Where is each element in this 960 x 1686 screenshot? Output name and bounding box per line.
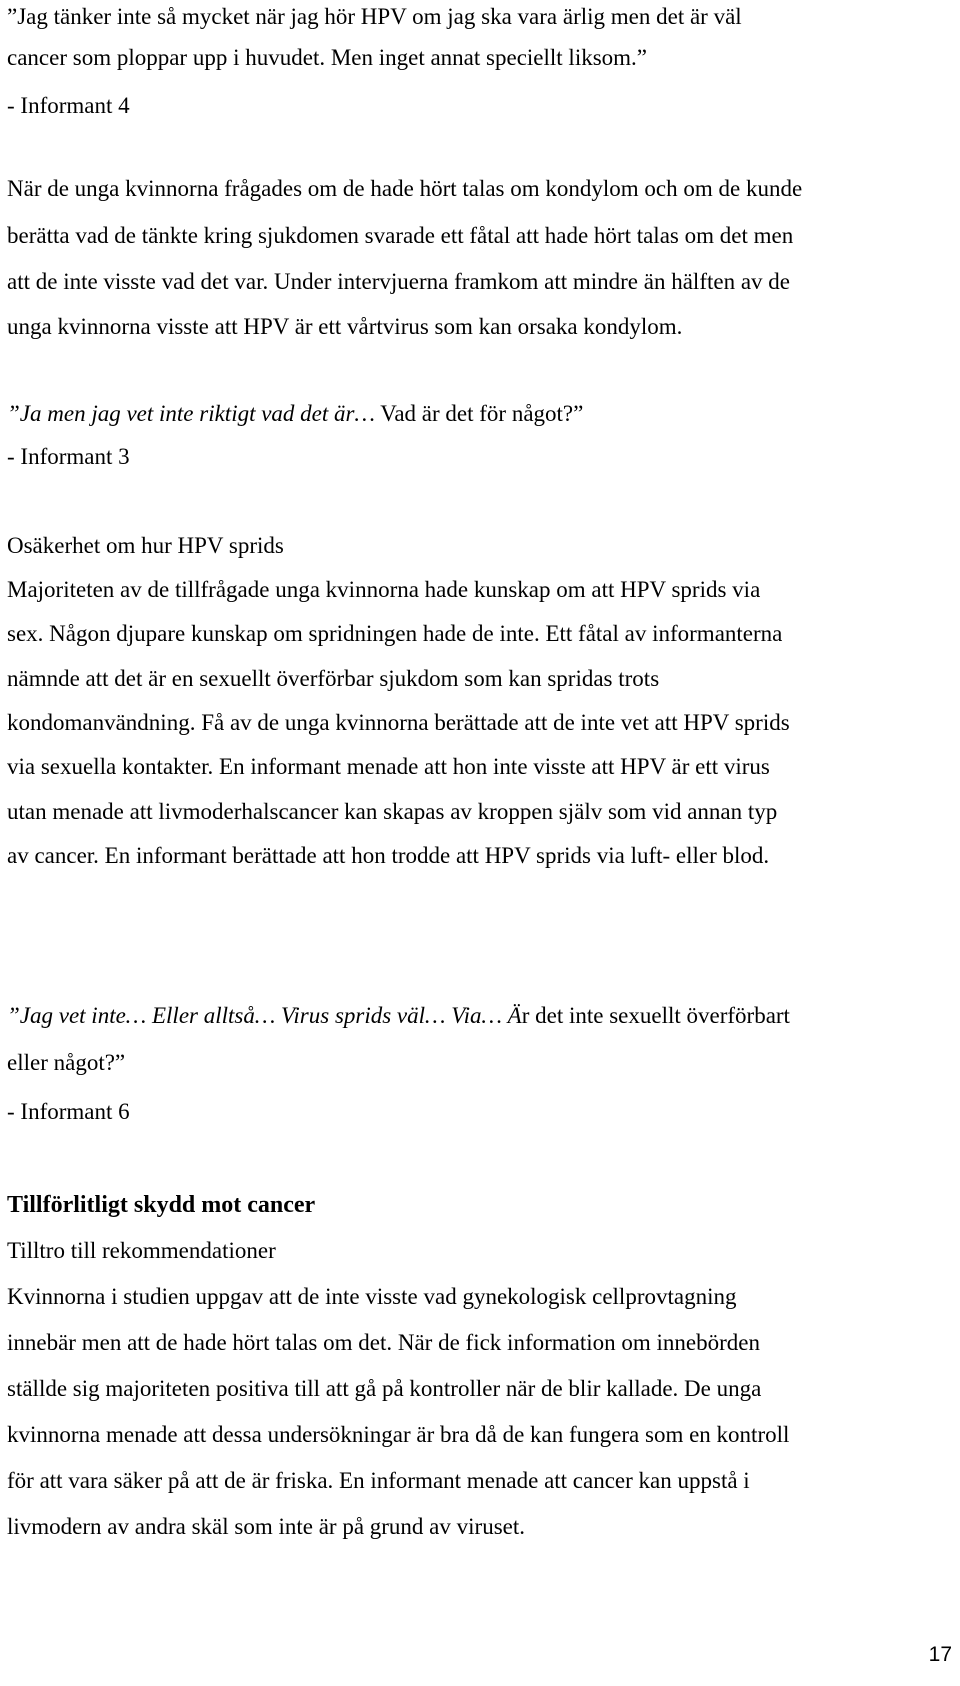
paragraph-1-line-4: unga kvinnorna visste att HPV är ett vårtvirus som kan orsaka kondylom.	[7, 314, 683, 339]
paragraph-3-line-1: Kvinnorna i studien uppgav att de inte visste vad gynekologisk cellprovtagning	[7, 1284, 737, 1309]
quote-2-attribution: - Informant 3	[7, 444, 130, 469]
quote-3-attribution: - Informant 6	[7, 1099, 130, 1124]
paragraph-3-line-3: ställde sig majoriteten positiva till att gå på kontroller när de blir kallade. De unga	[7, 1376, 762, 1401]
quote-3-italic: ”Jag vet inte… Eller alltså… Virus sprids väl… Via… Ä	[7, 1003, 522, 1028]
paragraph-2-line-7: av cancer. En informant berättade att hon trodde att HPV sprids via luft- eller blod.	[7, 843, 770, 868]
paragraph-2-line-5: via sexuella kontakter. En informant menade att hon inte visste att HPV är ett virus	[7, 754, 770, 779]
paragraph-3-line-2: innebär men att de hade hört talas om det. När de fick information om innebörden	[7, 1330, 761, 1355]
paragraph-1-line-1: När de unga kvinnorna frågades om de hade hört talas om kondylom och om de kunde	[7, 176, 803, 201]
paragraph-2-line-4: kondomanvändning. Få av de unga kvinnorna berättade att de inte vet att HPV sprids	[7, 710, 790, 735]
paragraph-2-line-1: Majoriteten av de tillfrågade unga kvinnorna hade kunskap om att HPV sprids via	[7, 577, 761, 602]
paragraph-3-line-6: livmodern av andra skäl som inte är på grund av viruset.	[7, 1514, 525, 1539]
quote-3-line-1	[7, 1002, 790, 1030]
paragraph-1-line-2: berätta vad de tänkte kring sjukdomen svarade ett fåtal att hade hört talas om det men	[7, 223, 794, 248]
section-heading: Tillförlitligt skydd mot cancer	[7, 1192, 316, 1218]
paragraph-3-line-5: för att vara säker på att de är friska. En informant menade att cancer kan uppstå i	[7, 1468, 750, 1493]
paragraph-3-line-4: kvinnorna menade att dessa undersökningar är bra då de kan fungera som en kontroll	[7, 1422, 790, 1447]
page-number: 17	[928, 1643, 952, 1666]
quote-1-line-2: cancer som ploppar upp i huvudet. Men inget annat speciellt liksom.”	[7, 45, 648, 70]
quote-1-attribution: - Informant 4	[7, 93, 130, 118]
quote-2-normal: Vad är det för något?”	[374, 401, 584, 426]
subheading-hpv-spread: Osäkerhet om hur HPV sprids	[7, 533, 284, 558]
paragraph-2-line-2: sex. Någon djupare kunskap om spridningen hade de inte. Ett fåtal av informanterna	[7, 621, 783, 646]
paragraph-1-line-3: att de inte visste vad det var. Under intervjuerna framkom att mindre än hälften av de	[7, 269, 790, 294]
subheading-recommendations: Tilltro till rekommendationer	[7, 1238, 276, 1263]
quote-3-line-2: eller något?”	[7, 1050, 126, 1075]
quote-1-line-1: ”Jag tänker inte så mycket när jag hör HPV om jag ska vara ärlig men det är väl	[7, 4, 742, 29]
quote-2-line	[7, 400, 583, 428]
quote-3-normal: r det inte sexuellt överförbart	[521, 1003, 790, 1028]
paragraph-2-line-3: nämnde att det är en sexuellt överförbar sjukdom som kan spridas trots	[7, 666, 660, 691]
paragraph-2-line-6: utan menade att livmoderhalscancer kan skapas av kroppen själv som vid annan typ	[7, 799, 778, 824]
quote-2-italic: ”Ja men jag vet inte riktigt vad det är…	[7, 401, 375, 426]
